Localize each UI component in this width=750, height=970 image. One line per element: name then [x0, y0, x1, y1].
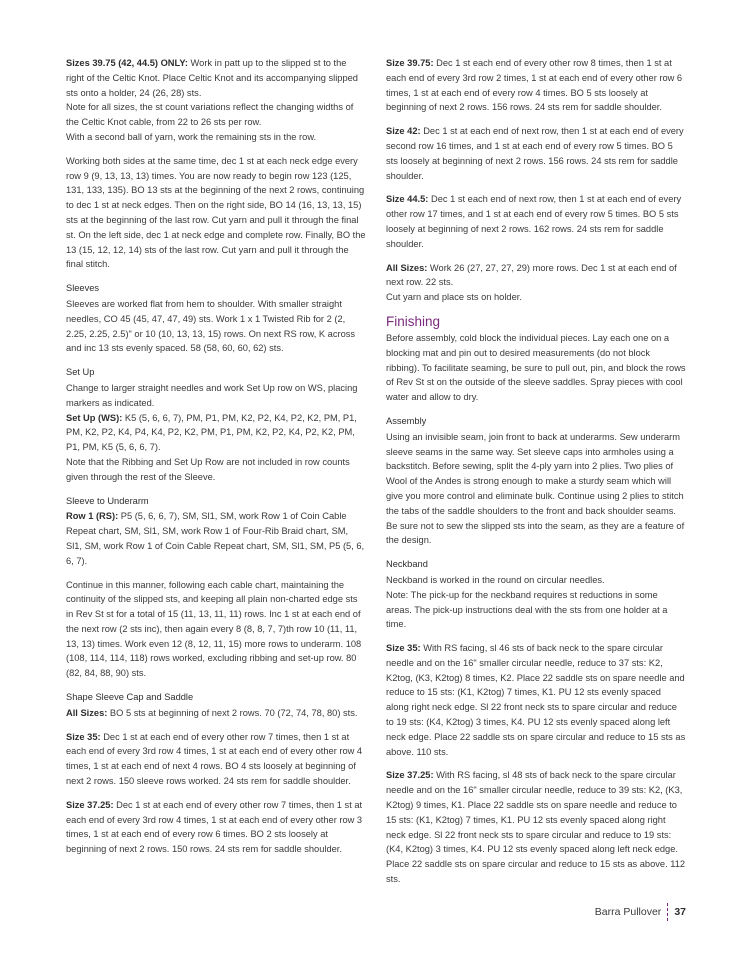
right-column — [386, 56, 686, 896]
neckband-size-3725-paragraph — [386, 768, 686, 886]
size-35-text: Dec 1 st at each end of every other row 7 times, then 1 st at each end of every 3rd row 4 times, 1 st at each end of every other row 4 times, 1 st at each end of next 4 rows. BO 4 sts loosely at beginning of next 2 rows. 150 sleeve rows worked. 24 sts rem for saddle shoulder. — [66, 731, 363, 787]
neckband-size-35-paragraph — [386, 641, 686, 759]
size-3975-label: Size 39.75: — [386, 58, 434, 68]
all-sizes-paragraph — [66, 706, 366, 721]
size-3725-text: Dec 1 st at each end of every other row 7 times, then 1 st at each end of every 3rd row 4 times, 1 st at each end of every other row 3 times, 1 st at each end of every row 6 times. BO 2 sts loosely at beginning of next 2 rows. 150 rows. 24 sts rem for saddle shoulder. — [66, 799, 363, 855]
neckband-size-3725-text: With RS facing, sl 48 sts of back neck to the spare circular needle and on the 16" smaller circular needle, reduce to 39 sts: K2, (K3, K2tog) 9 times, K1. Place 22 saddle sts on spare needle and reduce to 15 sts: (K1, K2tog) 7 times, K1. PU 12 sts evenly spaced along right neck edge. Sl 22 front neck sts to spare circular and reduce to 19 sts: (K4, K2tog) 3 times, K4. PU 12 sts evenly spaced along left neck edge. Place 22 saddle sts on spare circular and reduce to 15 sts as above. 112 sts. — [386, 770, 686, 885]
page-number: 37 — [674, 906, 686, 918]
size-42-label: Size 42: — [386, 126, 421, 137]
size-3725-label: Size 37.25: — [66, 799, 114, 810]
neckband-size-3725-label: Size 37.25: — [386, 770, 434, 781]
left-column — [66, 56, 366, 866]
row1-paragraph — [66, 509, 366, 568]
page-footer — [595, 903, 686, 921]
size-35-paragraph — [66, 730, 366, 789]
size-3975-text: Dec 1 st each end of every other row 8 times, then 1 st at each end of every 3rd row 2 times, 1 st at each end of every other row 6 times, 1 st at each end of every row 4 times. BO 5 sts loosely at beginning of next 2 rows. 156 rows. 24 sts rem for saddle shoulder. — [386, 58, 683, 113]
sizes-only-label: Sizes 39.75 (42, 44.5) ONLY: — [66, 58, 188, 68]
setup-ws-label: Set Up (WS): — [66, 412, 123, 423]
finishing-title: Finishing — [386, 313, 441, 329]
size-42-paragraph — [386, 124, 686, 183]
setup-paragraph — [66, 381, 366, 485]
second-ball-note: With a second ball of yarn, work the remaining sts in the row. — [66, 131, 317, 142]
setup-heading: Set Up — [66, 367, 95, 378]
cut-yarn-text: Cut yarn and place sts on holder. — [386, 292, 522, 303]
sleeves-heading: Sleeves — [66, 283, 100, 294]
neckband-text: Neckband is worked in the round on circular needles. — [386, 574, 605, 585]
neck-shaping-paragraph: Working both sides at the same time, dec 1 st at each neck edge every row 9 (9, 13, 13, 13) times. You are now ready to begin row 123 (125, 131, 133, 135). BO 13 sts at the beginning of the next 2 rows, continuing to dec 1 st at neck edges. Then on the right side, BO 14 (16, 13, 13, 15) sts at the beginning of the last row. Cut yarn and pull it through the final st. On the left side, dec 1 at neck edge and complete row. Finally, BO the 13 (15, 12, 12, 14) sts of the last row. Cut yarn and pull it through the final stitch. — [66, 155, 366, 270]
neckband-paragraph — [386, 573, 686, 632]
size-445-label: Size 44.5: — [386, 194, 429, 205]
footer-title: Barra Pullover — [594, 906, 662, 918]
all-sizes-label: All Sizes: — [66, 707, 108, 718]
size-445-paragraph — [386, 192, 686, 251]
all-sizes-right-paragraph — [386, 261, 686, 305]
size-3975-paragraph — [386, 56, 686, 115]
size-445-text: Dec 1 st each end of next row, then 1 st at each end of every other row 17 times, and 1 st at each end of every row 5 times. BO 5 sts loosely at beginning of next 2 rows. 162 rows. 24 sts rem for saddle shoulder. — [386, 194, 682, 249]
row1-text: P5 (5, 6, 6, 7), SM, Sl1, SM, work Row 1 of Coin Cable Repeat chart, SM, Sl1, SM, work Row 1 of Four-Rib Braid chart, SM, Sl1, SM, work Row 1 of Coin Cable Repeat chart, SM, Sl1, SM, P5 (5, 6, 6, 7). — [66, 511, 365, 566]
setup-note: Note that the Ribbing and Set Up Row are not included in row counts given through the rest of the Sleeve. — [66, 456, 350, 482]
setup-ws-text: K5 (5, 6, 6, 7), PM, P1, PM, K2, P2, K4, P2, K2, PM, P1, PM, K2, P2, K4, P4, K4, P2, K2, PM, P1, PM, K2, P2, K4, P2, K2, PM, P1, PM, K5 (5, 6, 6, 7). — [66, 412, 357, 453]
footer-divider — [667, 903, 668, 921]
row1-label: Row 1 (RS): — [66, 511, 119, 522]
size-35-label: Size 35: — [66, 731, 101, 742]
continue-paragraph: Continue in this manner, following each cable chart, maintaining the continuity of the slipped sts, and keeping all plain non-charted edge sts in Rev St st for a total of 15 (11, 13, 11, 11) rows. Inc 1 st at each end of the next row (2 sts inc), then again every 8 (8, 8, 7, 7)th row 10 (11, 11, 13, 13) times. Work even 12 (8, 12, 11, 15) more rows to underarm. 108 (108, 114, 114, 118) rows worked, excluding ribbing and set-up row. 80 (82, 84, 88, 90) sts. — [66, 579, 362, 679]
size-3725-paragraph — [66, 798, 366, 857]
assembly-heading: Assembly — [386, 415, 427, 426]
st-count-note: Note for all sizes, the st count variations reflect the changing widths of the Celtic Knot cable, from 22 to 26 sts per row. — [66, 102, 354, 128]
size-42-text: Dec 1 st at each end of next row, then 1 st at each end of every second row 16 times, and 1 st at each end of every row 5 times. BO 5 sts loosely at beginning of next 2 rows. 156 rows. 24 sts rem for saddle shoulder. — [386, 126, 684, 181]
sizes-only-paragraph — [66, 56, 366, 145]
neckband-size-35-text: With RS facing, sl 46 sts of back neck to the spare circular needle and on the 16" smaller circular needle, reduce to 37 sts: K2, K2tog, (K3, K2tog) 8 times, K2. Place 22 saddle sts on spare needle and reduce to 15 sts: (K1, K2tog) 7 times, K1. PU 12 sts evenly spaced along right neck edge. Sl 22 front neck sts to spare circular and reduce to 19 sts: (K4, K2tog) 3 times, K4. PU 12 sts evenly spaced along left neck edge. Place 22 saddle sts on spare circular and reduce to 15 sts as above. 110 sts. — [386, 643, 686, 757]
sleeves-paragraph: Sleeves are worked flat from hem to shoulder. With smaller straight needles, CO 45 (45, 47, 47, 49) sts. Work 1 x 1 Twisted Rib for 2 (2, 2.25, 2.25, 2.5)" or 10 (10, 13, 13, 15) rows. On next RS row, K across and inc 13 sts evenly spaced. 58 (58, 60, 60, 62) sts. — [66, 298, 356, 354]
all-sizes-right-label: All Sizes: — [386, 262, 428, 273]
assembly-paragraph: Using an invisible seam, join front to back at underarms. Sew underarm sleeve seams in the same way. Set sleeve caps into armholes using a backstitch. Before sewing, split the 4-ply yarn into 2 plies. Two plies of Wool of the Andes is strong enough to make a sturdy seam which will give you more control and eliminate bulk. Continue using 2 plies to stitch the tabs of the saddle shoulders to the front and back shoulder seams. Be sure not to sew the slipped sts into the seam, as they are a feature of the design. — [386, 431, 685, 546]
all-sizes-text: BO 5 sts at beginning of next 2 rows. 70 (72, 74, 78, 80) sts. — [107, 707, 358, 718]
neckband-heading: Neckband — [386, 559, 428, 570]
all-sizes-right-text: Work 26 (27, 27, 27, 29) more rows. Dec 1 st at each end of next row. 22 sts. — [386, 262, 677, 288]
shape-cap-heading: Shape Sleeve Cap and Saddle — [66, 692, 194, 703]
neckband-size-35-label: Size 35: — [386, 643, 421, 654]
neckband-note: Note: The pick-up for the neckband requires st reductions in some areas. The pick-up instructions deal with the sts from one holder at a time. — [386, 589, 668, 630]
underarm-heading: Sleeve to Underarm — [66, 495, 149, 506]
sizes-only-text: Work in patt up to the slipped st to the right of the Celtic Knot. Place Celtic Knot and its accompanying slipped sts onto a holder, 24 (26, 28) sts. — [66, 58, 358, 98]
setup-text: Change to larger straight needles and work Set Up row on WS, placing markers as indicated. — [66, 382, 358, 408]
finishing-paragraph: Before assembly, cold block the individual pieces. Lay each one on a blocking mat and pin out to desired measurements (do not block ribbing). To facilitate seaming, be sure to pull out, pin, and block the rows of Rev St st on the outside of the sleeve saddles. Spray pieces with cool water and allow to dry. — [386, 332, 686, 403]
